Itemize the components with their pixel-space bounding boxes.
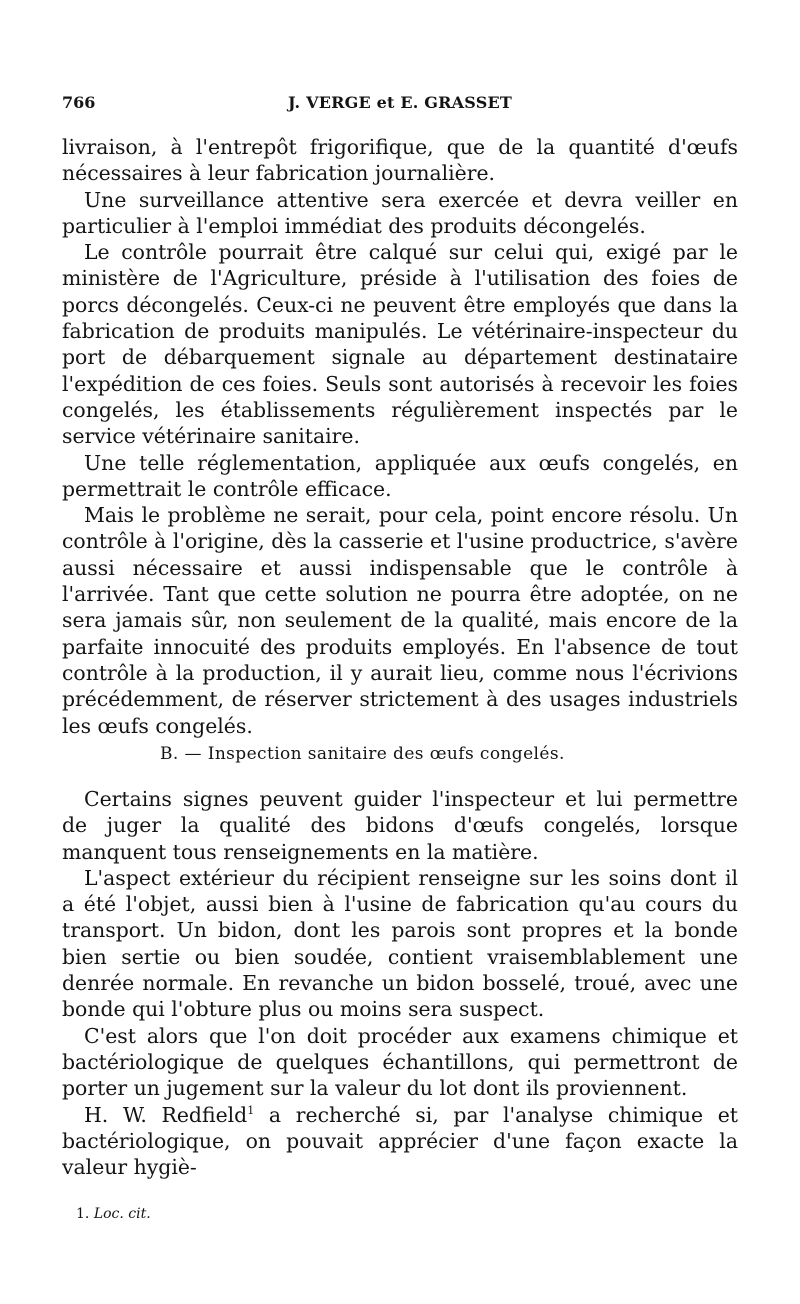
body-text	[62, 134, 738, 739]
paragraph: C'est alors que l'on doit procéder aux examens chimique et bactériologique de quelques échantillons, qui permettront de porter un jugement sur la valeur du lot dont ils proviennent.	[62, 1023, 738, 1101]
page-number: 766	[62, 93, 96, 112]
footnote	[76, 1206, 151, 1222]
paragraph: Mais le problème ne serait, pour cela, point encore résolu. Un contrôle à l'origine, dès la casserie et l'usine productrice, s'avère aussi nécessaire et aussi indispensable que le contrôle à l'arrivée. Tant que cette solution ne pourra être adoptée, on ne sera jamais sûr, non seulement de la qualité, mais encore de la parfaite innocuité des produits employés. En l'absence de tout contrôle à la production, il y aurait lieu, comme nous l'écrivions précédemment, de réserver strictement à des usages industriels les œufs congelés.	[62, 503, 738, 738]
paragraph: L'aspect extérieur du récipient renseigne sur les soins dont il a été l'objet, aussi bien à l'usine de fabrication qu'au cours du transport. Un bidon, dont les parois sont propres et la bonde bien sertie ou bien soudée, contient vraisemblablement une denrée normale. En revanche un bidon bosselé, troué, avec une bonde qui l'obture plus ou moins sera suspect.	[62, 865, 738, 1022]
paragraph-with-note	[62, 1102, 738, 1181]
footnote-text: Loc. cit.	[93, 1206, 151, 1222]
footnote-reference[interactable]: 1	[247, 1103, 255, 1117]
author-name: H. W. Redfield	[84, 1102, 248, 1127]
paragraph: Le contrôle pourrait être calqué sur celui qui, exigé par le ministère de l'Agriculture, préside à l'utilisation des foies de porcs décongelés. Ceux-ci ne peuvent être employés que dans la fabrication de produits manipulés. Le vétérinaire-inspecteur du port de débarquement signale au département destinataire l'expédition de ces foies. Seuls sont autorisés à recevoir les foies congelés, les établissements régulièrement inspectés par le service vétérinaire sanitaire.	[62, 240, 738, 449]
paragraph: Une surveillance attentive sera exercée et devra veiller en particulier à l'emploi immédiat des produits décongelés.	[62, 187, 738, 238]
header-title: J. VERGE et E. GRASSET	[288, 93, 512, 112]
paragraph: Certains signes peuvent guider l'inspecteur et lui permettre de juger la qualité des bidons d'œufs congelés, lorsque manquent tous renseignements en la matière.	[62, 787, 738, 864]
paragraph: Une telle réglementation, appliquée aux œufs congelés, en permettrait le contrôle efficace.	[62, 450, 738, 501]
footnote-number: 1.	[76, 1206, 90, 1222]
paragraph-rest: a recherché si, par l'analyse chimique et bactériologique, on pouvait apprécier d'une façon exacte la valeur hygiè-	[62, 1102, 738, 1180]
paragraph: livraison, à l'entrepôt frigorifique, que de la quantité d'œufs nécessaires à leur fabrication journalière.	[62, 135, 738, 186]
running-head	[62, 93, 738, 119]
body-text-section-b	[62, 786, 738, 1180]
section-heading: B. — Inspection sanitaire des œufs congelés.	[160, 744, 565, 764]
